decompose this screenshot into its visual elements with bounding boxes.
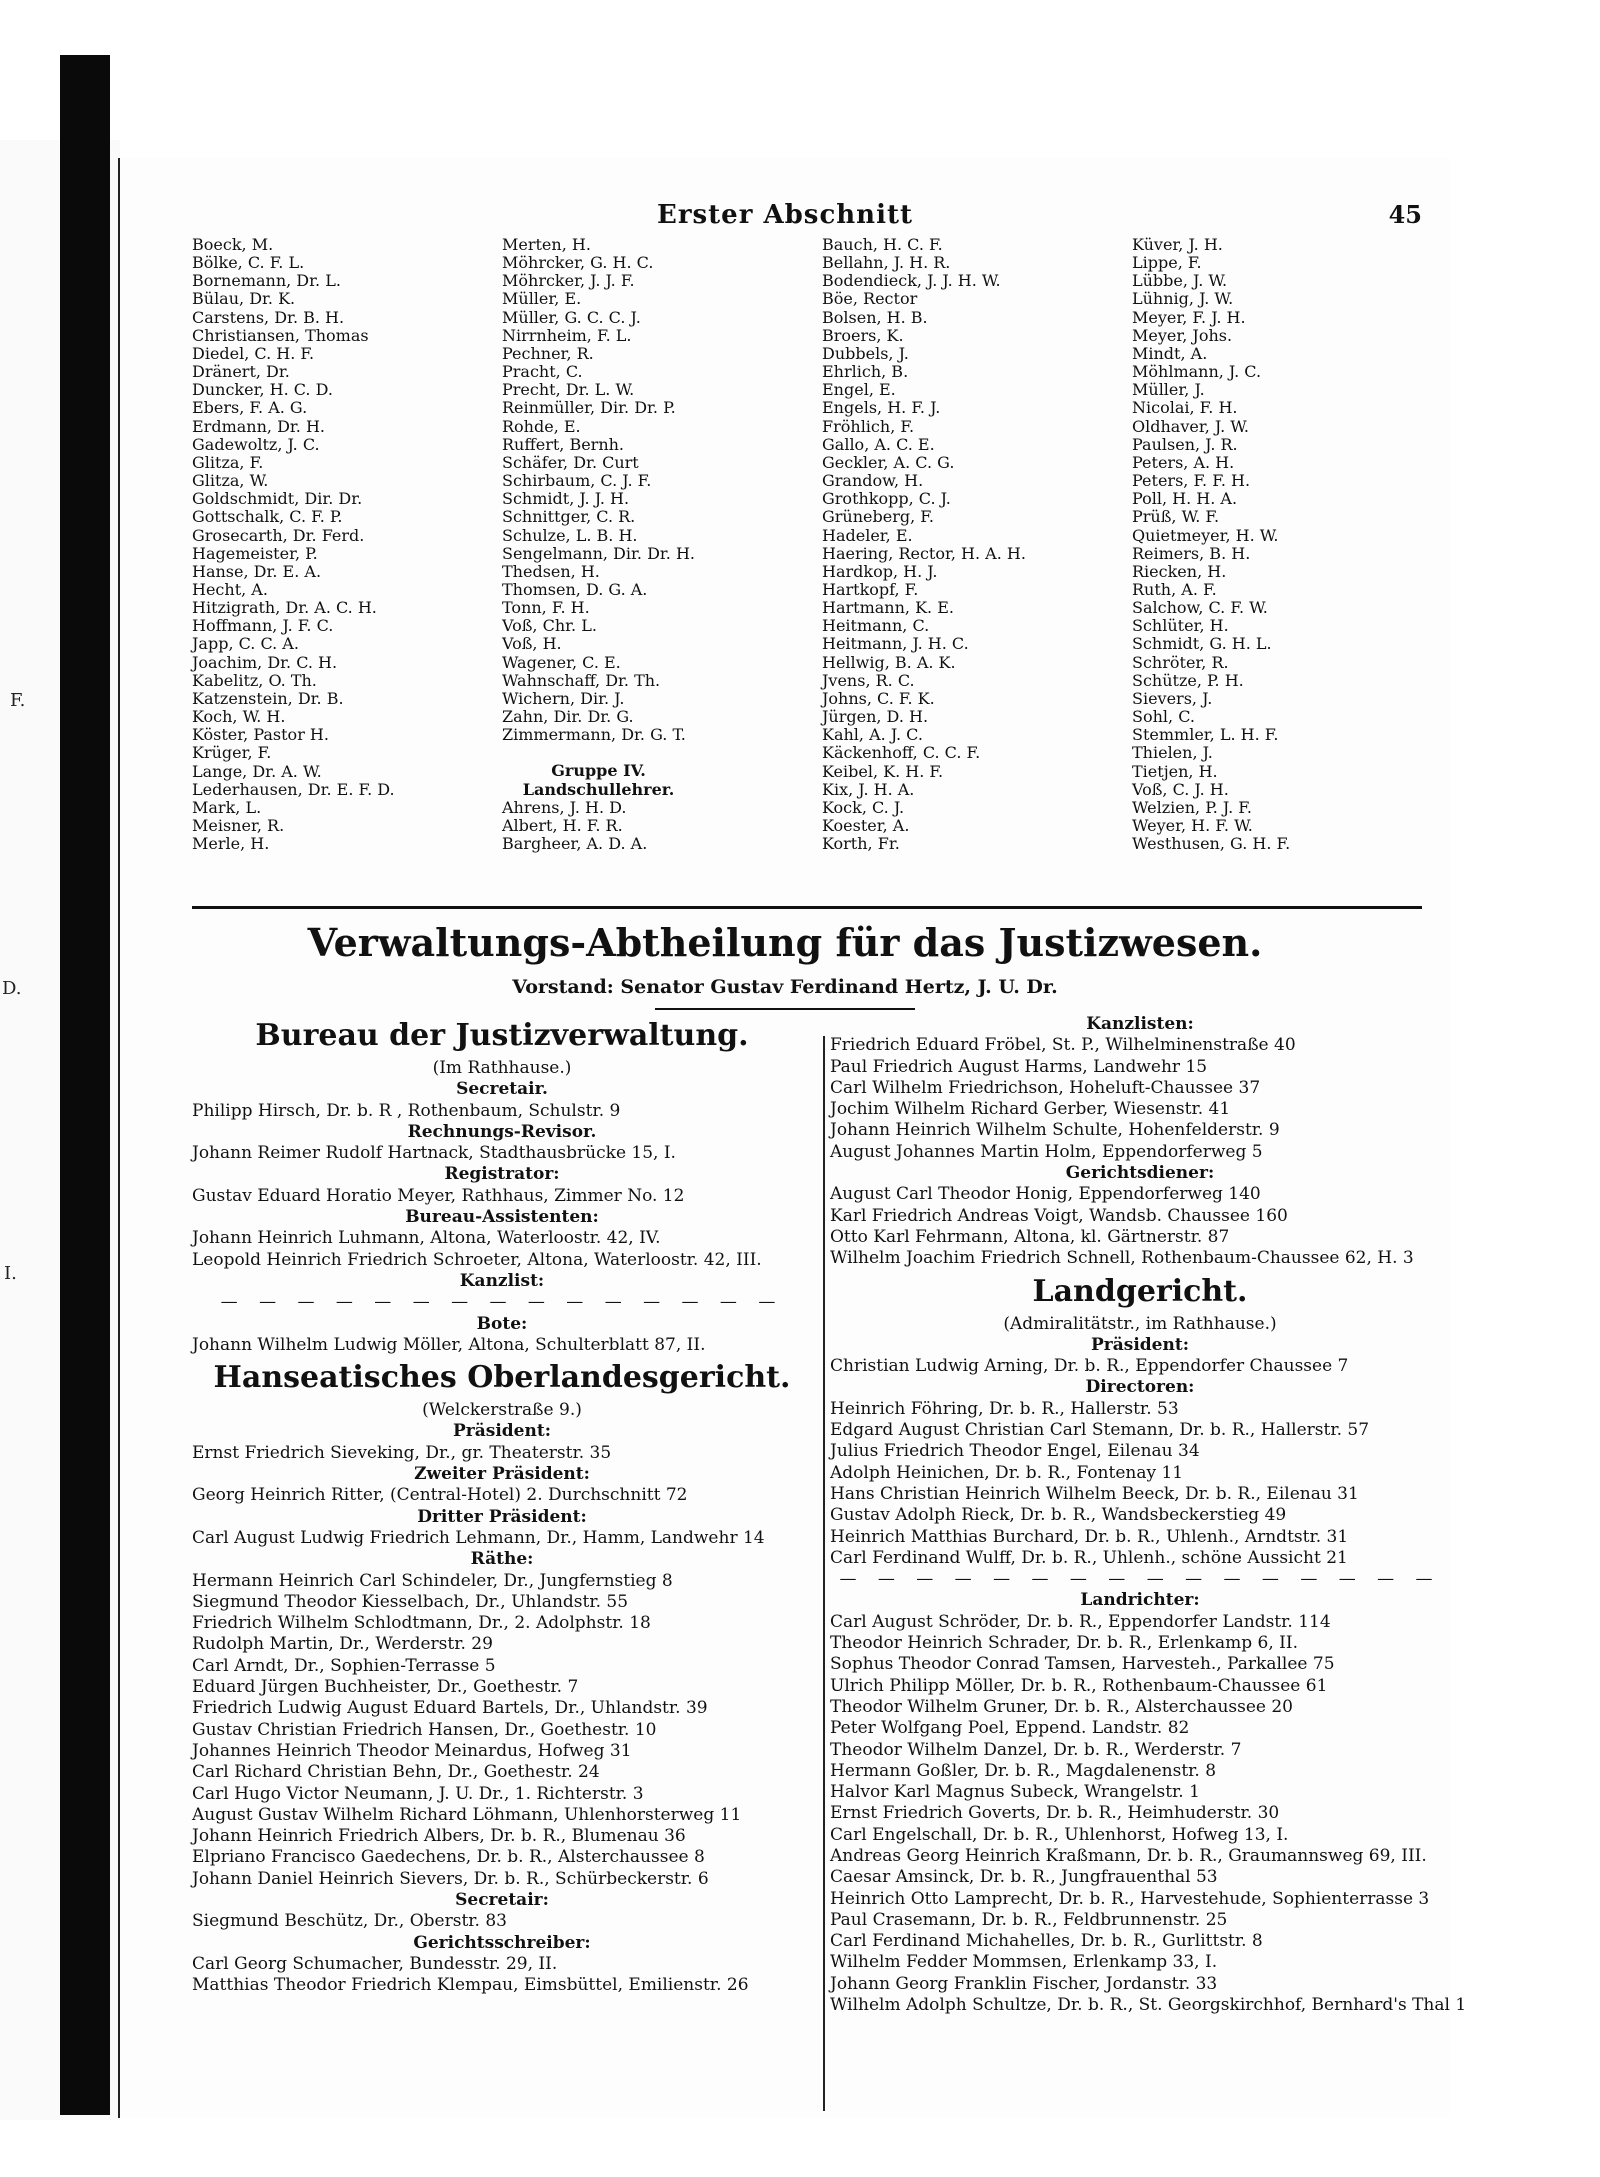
name-entry: Böe, Rector	[822, 289, 918, 309]
person-entry: Hermann Goßler, Dr. b. R., Magdalenenstr. 8	[830, 1760, 1217, 1781]
name-entry: Bölke, C. F. L.	[192, 253, 305, 273]
name-entry: Schnittger, C. R.	[502, 507, 636, 527]
name-entry: Hellwig, B. A. K.	[822, 652, 956, 672]
name-entry: Merle, H.	[192, 834, 270, 854]
name-entry: Kahl, A. J. C.	[822, 725, 923, 745]
name-entry: Bargheer, A. D. A.	[502, 834, 648, 853]
role-heading: Bureau-Assistenten:	[405, 1207, 599, 1228]
name-entry: Japp, C. C. A.	[192, 634, 299, 654]
name-entry: Voß, H.	[502, 634, 562, 654]
name-column-3	[822, 236, 1026, 853]
name-entry: Pechner, R.	[502, 343, 594, 363]
role-heading: Directoren:	[1085, 1377, 1195, 1398]
address-note: (Admiralitätstr., im Rathhause.)	[1003, 1313, 1277, 1334]
column-divider	[823, 1036, 825, 2111]
person-entry: Andreas Georg Heinrich Kraßmann, Dr. b. R., Graumannsweg 69, III.	[830, 1845, 1427, 1866]
court-heading: Hanseatisches Oberlandesgericht.	[213, 1360, 791, 1396]
name-entry: Kabelitz, O. Th.	[192, 670, 317, 690]
person-entry: Carl Arndt, Dr., Sophien-Terrasse 5	[192, 1655, 496, 1676]
name-entry: Ahrens, J. H. D.	[502, 797, 627, 817]
prev-page-mark: I.	[4, 1263, 17, 1284]
name-entry: Glitza, W.	[192, 471, 269, 491]
name-entry: Keibel, K. H. F.	[822, 761, 944, 781]
name-entry: Reimers, B. H.	[1132, 543, 1251, 563]
name-entry: Jürgen, D. H.	[822, 707, 929, 727]
left-column	[192, 1014, 812, 1996]
role-heading: Räthe:	[470, 1549, 534, 1570]
name-entry: Westhusen, G. H. F.	[1132, 834, 1291, 854]
person-entry: Hermann Heinrich Carl Schindeler, Dr., Jungfernstieg 8	[192, 1570, 673, 1591]
person-entry: Heinrich Otto Lamprecht, Dr. b. R., Harvestehude, Sophienterrasse 3	[830, 1888, 1430, 1909]
name-column-1	[192, 236, 395, 853]
name-entry: Meyer, Johs.	[1132, 325, 1233, 345]
person-entry: Jochim Wilhelm Richard Gerber, Wiesenstr. 41	[830, 1099, 1231, 1120]
name-entry: Küver, J. H.	[1132, 235, 1223, 254]
name-entry: Nicolai, F. H.	[1132, 398, 1238, 418]
person-entry: Friedrich Wilhelm Schlodtmann, Dr., 2. Adolphstr. 18	[192, 1613, 651, 1634]
name-entry: Joachim, Dr. C. H.	[192, 652, 338, 672]
name-entry: Möhrcker, J. J. F.	[502, 271, 635, 291]
name-entry: Hardkop, H. J.	[822, 561, 938, 581]
person-entry: Johann Reimer Rudolf Hartnack, Stadthausbrücke 15, I.	[192, 1143, 676, 1164]
name-entry: Salchow, C. F. W.	[1132, 598, 1268, 618]
role-heading: Gerichtsdiener:	[1065, 1163, 1215, 1184]
person-entry: Carl Hugo Victor Neumann, J. U. Dr., 1. Richterstr. 3	[192, 1783, 644, 1804]
person-entry: Johann Georg Franklin Fischer, Jordanstr. 33	[830, 1973, 1218, 1994]
person-entry: Theodor Wilhelm Gruner, Dr. b. R., Alsterchaussee 20	[830, 1696, 1293, 1717]
name-entry: Thomsen, D. G. A.	[502, 579, 648, 599]
name-entry: Dubbels, J.	[822, 343, 909, 363]
person-entry: Ernst Friedrich Goverts, Dr. b. R., Heimhuderstr. 30	[830, 1803, 1280, 1824]
name-entry: Gallo, A. C. E.	[822, 434, 935, 454]
name-entry: Duncker, H. C. D.	[192, 380, 333, 400]
person-entry: Christian Ludwig Arning, Dr. b. R., Eppendorfer Chaussee 7	[830, 1356, 1349, 1377]
role-heading: Secretair:	[455, 1889, 549, 1910]
name-entry: Precht, Dr. L. W.	[502, 380, 635, 400]
person-entry: Heinrich Matthias Burchard, Dr. b. R., Uhlenh., Arndtstr. 31	[830, 1526, 1349, 1547]
person-entry: Caesar Amsinck, Dr. b. R., Jungfrauenthal 53	[830, 1867, 1218, 1888]
person-entry: Johannes Heinrich Theodor Meinardus, Hofweg 31	[192, 1740, 632, 1761]
person-entry: Karl Friedrich Andreas Voigt, Wandsb. Chaussee 160	[830, 1205, 1288, 1226]
vorstand-line: Vorstand: Senator Gustav Ferdinand Hertz, J. U. Dr.	[512, 976, 1058, 998]
name-entry: Haering, Rector, H. A. H.	[822, 543, 1026, 563]
role-heading: Dritter Präsident:	[417, 1506, 587, 1527]
name-entry: Wagener, C. E.	[502, 652, 621, 672]
person-entry: Wilhelm Joachim Friedrich Schnell, Rothenbaum-Chaussee 62, H. 3	[830, 1248, 1414, 1269]
person-entry: Siegmund Theodor Kiesselbach, Dr., Uhlandstr. 55	[192, 1591, 629, 1612]
person-entry: Johann Wilhelm Ludwig Möller, Altona, Schulterblatt 87, II.	[192, 1334, 706, 1355]
name-entry: Heitmann, J. H. C.	[822, 634, 969, 654]
name-entry: Diedel, C. H. F.	[192, 343, 315, 363]
running-title: Erster Abschnitt	[657, 200, 913, 230]
teacher-name-columns	[192, 236, 1432, 914]
person-entry: Wilhelm Fedder Mommsen, Erlenkamp 33, I.	[830, 1952, 1218, 1973]
vacancy-dashes: — — — — — — — — — — — — — — —	[220, 1292, 784, 1313]
person-entry: Carl Wilhelm Friedrichson, Hoheluft-Chaussee 37	[830, 1077, 1261, 1098]
person-entry: Wilhelm Adolph Schultze, Dr. b. R., St. Georgskirchhof, Bernhard's Thal 1	[830, 1995, 1467, 2016]
name-entry: Glitza, F.	[192, 452, 264, 472]
person-entry: Hans Christian Heinrich Wilhelm Beeck, Dr. b. R., Eilenau 31	[830, 1483, 1359, 1504]
name-entry: Hitzigrath, Dr. A. C. H.	[192, 598, 377, 618]
person-entry: Halvor Karl Magnus Subeck, Wrangelstr. 1	[830, 1782, 1200, 1803]
name-entry: Jvens, R. C.	[822, 670, 915, 690]
role-heading: Registrator:	[444, 1164, 560, 1185]
name-entry: Hecht, A.	[192, 579, 268, 599]
section-rule	[192, 906, 1422, 909]
person-entry: Theodor Wilhelm Danzel, Dr. b. R., Werderstr. 7	[830, 1739, 1242, 1760]
person-entry: Julius Friedrich Theodor Engel, Eilenau 34	[830, 1441, 1200, 1462]
name-entry: Welzien, P. J. F.	[1132, 797, 1252, 817]
name-entry: Bauch, H. C. F.	[822, 235, 943, 254]
book-page	[118, 158, 1467, 2118]
person-entry: Johann Heinrich Wilhelm Schulte, Hohenfelderstr. 9	[830, 1120, 1280, 1141]
name-entry: Tietjen, H.	[1132, 761, 1218, 781]
name-entry: Wahnschaff, Dr. Th.	[502, 670, 661, 690]
name-entry: Christiansen, Thomas	[192, 325, 369, 345]
role-heading: Zweiter Präsident:	[414, 1464, 590, 1485]
name-entry: Voß, Chr. L.	[502, 616, 597, 636]
name-entry: Broers, K.	[822, 325, 904, 345]
person-entry: Peter Wolfgang Poel, Eppend. Landstr. 82	[830, 1718, 1190, 1739]
name-entry: Grosecarth, Dr. Ferd.	[192, 525, 365, 545]
role-heading: Secretair.	[456, 1079, 548, 1100]
person-entry: Georg Heinrich Ritter, (Central-Hotel) 2. Durchschnitt 72	[192, 1485, 688, 1506]
name-entry: Albert, H. F. R.	[502, 815, 623, 835]
name-entry: Lederhausen, Dr. E. F. D.	[192, 779, 395, 799]
person-entry: Elpriano Francisco Gaedechens, Dr. b. R., Alsterchaussee 8	[192, 1847, 705, 1868]
name-entry: Kock, C. J.	[822, 797, 905, 817]
right-column	[830, 1014, 1467, 2016]
group-subheading: Landschullehrer.	[522, 779, 675, 799]
person-entry: Friedrich Ludwig August Eduard Bartels, Dr., Uhlandstr. 39	[192, 1698, 708, 1719]
vacancy-dashes: — — — — — — — — — — — — — — — —	[839, 1569, 1441, 1590]
name-entry: Hartkopf, F.	[822, 579, 919, 599]
court-heading: Bureau der Justizverwaltung.	[255, 1018, 749, 1053]
person-entry: Johann Daniel Heinrich Sievers, Dr. b. R., Schürbeckerstr. 6	[192, 1868, 709, 1889]
name-entry: Prüß, W. F.	[1132, 507, 1220, 527]
court-heading: Landgericht.	[1032, 1273, 1248, 1309]
name-entry: Käckenhoff, C. C. F.	[822, 743, 981, 763]
name-entry: Merten, H.	[502, 235, 591, 254]
name-entry: Boeck, M.	[192, 235, 274, 254]
person-entry: Johann Heinrich Friedrich Albers, Dr. b. R., Blumenau 36	[192, 1826, 686, 1847]
name-entry: Peters, A. H.	[1132, 452, 1235, 472]
name-entry: Thielen, J.	[1132, 743, 1213, 763]
person-entry: Eduard Jürgen Buchheister, Dr., Goethestr. 7	[192, 1677, 579, 1698]
prev-page-mark: F.	[10, 690, 26, 711]
name-entry: Koch, W. H.	[192, 707, 286, 727]
address-note: (Im Rathhause.)	[432, 1058, 572, 1078]
person-entry: Ernst Friedrich Sieveking, Dr., gr. Theaterstr. 35	[192, 1442, 612, 1463]
name-entry: Riecken, H.	[1132, 561, 1227, 581]
name-column-4	[1132, 236, 1290, 853]
name-entry: Schirbaum, C. J. F.	[502, 471, 652, 491]
person-entry: Adolph Heinichen, Dr. b. R., Fontenay 11	[830, 1462, 1184, 1483]
name-entry: Rohde, E.	[502, 416, 581, 436]
name-entry: Poll, H. H. A.	[1132, 489, 1238, 509]
name-entry: Lühnig, J. W.	[1132, 289, 1234, 309]
name-entry: Krüger, F.	[192, 743, 272, 763]
person-entry: Carl Richard Christian Behn, Dr., Goethestr. 24	[192, 1762, 600, 1783]
name-entry: Bülau, Dr. K.	[192, 289, 296, 309]
name-entry: Schröter, R.	[1132, 652, 1229, 672]
name-entry: Goldschmidt, Dir. Dr.	[192, 489, 363, 509]
name-entry: Fröhlich, F.	[822, 416, 915, 436]
name-entry: Möhrcker, G. H. C.	[502, 253, 654, 273]
name-entry: Grothkopp, C. J.	[822, 489, 951, 509]
person-entry: Carl August Ludwig Friedrich Lehmann, Dr., Hamm, Landwehr 14	[192, 1527, 765, 1548]
name-entry: Dränert, Dr.	[192, 362, 290, 382]
name-column-2	[502, 236, 695, 853]
person-entry: Rudolph Martin, Dr., Werderstr. 29	[192, 1634, 493, 1655]
name-entry: Pracht, C.	[502, 362, 583, 382]
name-entry: Zahn, Dir. Dr. G.	[502, 707, 634, 727]
name-entry: Heitmann, C.	[822, 616, 930, 636]
person-entry: Paul Friedrich August Harms, Landwehr 15	[830, 1056, 1208, 1077]
role-heading: Kanzlisten:	[1086, 1014, 1194, 1034]
person-entry: Johann Heinrich Luhmann, Altona, Waterloostr. 42, IV.	[192, 1228, 661, 1249]
name-entry: Bellahn, J. H. R.	[822, 253, 951, 273]
name-entry: Carstens, Dr. B. H.	[192, 307, 345, 327]
name-entry: Hoffmann, J. F. C.	[192, 616, 334, 636]
address-note: (Welckerstraße 9.)	[422, 1400, 582, 1421]
name-entry: Schäfer, Dr. Curt	[502, 452, 639, 472]
person-entry: Otto Karl Fehrmann, Altona, kl. Gärtnerstr. 87	[830, 1226, 1230, 1247]
name-entry: Köster, Pastor H.	[192, 725, 329, 745]
person-entry: Carl August Schröder, Dr. b. R., Eppendorfer Landstr. 114	[830, 1611, 1331, 1632]
name-entry: Bornemann, Dr. L.	[192, 271, 341, 291]
person-entry: Heinrich Föhring, Dr. b. R., Hallerstr. 53	[830, 1398, 1179, 1419]
name-entry: Grüneberg, F.	[822, 507, 934, 527]
person-entry: Leopold Heinrich Friedrich Schroeter, Altona, Waterloostr. 42, III.	[192, 1249, 762, 1270]
name-entry: Korth, Fr.	[822, 834, 900, 854]
person-entry: Gustav Adolph Rieck, Dr. b. R., Wandsbeckerstieg 49	[830, 1505, 1287, 1526]
person-entry: Carl Engelschall, Dr. b. R., Uhlenhorst, Hofweg 13, I.	[830, 1824, 1289, 1845]
page-header	[120, 200, 1450, 230]
name-entry: Erdmann, Dr. H.	[192, 416, 325, 436]
name-entry: Müller, G. C. C. J.	[502, 307, 641, 327]
name-entry: Geckler, A. C. G.	[822, 452, 955, 472]
name-entry: Zimmermann, Dr. G. T.	[502, 725, 686, 745]
name-entry: Ruffert, Bernh.	[502, 434, 625, 454]
role-heading: Kanzlist:	[459, 1270, 545, 1291]
person-entry: Carl Georg Schumacher, Bundesstr. 29, II.	[192, 1953, 558, 1974]
name-entry: Thedsen, H.	[502, 561, 600, 581]
name-entry: Schulze, L. B. H.	[502, 525, 638, 545]
name-entry: Meisner, R.	[192, 816, 285, 835]
person-entry: August Carl Theodor Honig, Eppendorferweg 140	[830, 1184, 1261, 1205]
name-entry: Sohl, C.	[1132, 707, 1195, 727]
name-entry: Mindt, A.	[1132, 343, 1208, 363]
name-entry: Möhlmann, J. C.	[1132, 362, 1262, 382]
name-entry: Reinmüller, Dir. Dr. P.	[502, 398, 676, 418]
name-entry: Hanse, Dr. E. A.	[192, 561, 322, 581]
person-entry: Friedrich Eduard Fröbel, St. P., Wilhelminenstraße 40	[830, 1035, 1296, 1056]
name-entry: Paulsen, J. R.	[1132, 434, 1238, 454]
name-entry: Engels, H. F. J.	[822, 398, 941, 418]
name-entry: Engel, E.	[822, 380, 896, 400]
name-entry: Schütze, P. H.	[1132, 670, 1244, 690]
name-entry: Lange, Dr. A. W.	[192, 761, 322, 781]
person-entry: Sophus Theodor Conrad Tamsen, Harvesteh., Parkallee 75	[830, 1654, 1335, 1675]
name-entry: Hadeler, E.	[822, 525, 913, 545]
name-entry: Lübbe, J. W.	[1132, 271, 1228, 291]
person-entry: Gustav Eduard Horatio Meyer, Rathhaus, Zimmer No. 12	[192, 1185, 685, 1206]
name-entry: Ehrlich, B.	[822, 362, 909, 382]
name-entry: Sievers, J.	[1132, 688, 1213, 708]
group-heading: Gruppe IV.	[551, 761, 646, 781]
page-number: 45	[1388, 200, 1422, 229]
person-entry: Siegmund Beschütz, Dr., Oberstr. 83	[192, 1911, 507, 1932]
name-entry: Ebers, F. A. G.	[192, 398, 308, 418]
name-entry: Meyer, F. J. H.	[1132, 307, 1246, 327]
person-entry: Theodor Heinrich Schrader, Dr. b. R., Erlenkamp 6, II.	[830, 1633, 1299, 1654]
person-entry: Philipp Hirsch, Dr. b. R , Rothenbaum, Schulstr. 9	[192, 1100, 621, 1121]
name-entry: Mark, L.	[192, 797, 262, 817]
name-entry: Bolsen, H. B.	[822, 307, 928, 327]
name-entry: Schmidt, J. J. H.	[502, 489, 630, 509]
person-entry: Paul Crasemann, Dr. b. R., Feldbrunnenstr. 25	[830, 1909, 1228, 1930]
name-entry: Koester, A.	[822, 816, 910, 835]
name-entry: Müller, J.	[1132, 380, 1205, 400]
person-entry: Ulrich Philipp Möller, Dr. b. R., Rothenbaum-Chaussee 61	[830, 1675, 1328, 1696]
role-heading: Gerichtsschreiber:	[413, 1932, 591, 1953]
person-entry: Matthias Theodor Friedrich Klempau, Eimsbüttel, Emilienstr. 26	[192, 1975, 749, 1996]
name-entry: Schlüter, H.	[1132, 616, 1229, 636]
name-entry: Stemmler, L. H. F.	[1132, 725, 1279, 745]
name-entry: Katzenstein, Dr. B.	[192, 688, 344, 708]
name-entry: Quietmeyer, H. W.	[1132, 525, 1279, 545]
name-entry: Hartmann, K. E.	[822, 598, 954, 618]
section-title: Verwaltungs-Abtheilung für das Justizwesen.	[307, 920, 1263, 965]
name-entry: Müller, E.	[502, 289, 582, 309]
name-entry: Kix, J. H. A.	[822, 779, 915, 799]
name-entry: Wichern, Dir. J.	[502, 688, 625, 708]
role-heading: Landrichter:	[1080, 1590, 1200, 1611]
name-entry: Weyer, H. F. W.	[1132, 816, 1253, 835]
role-heading: Präsident:	[453, 1421, 551, 1442]
name-entry: Voß, C. J. H.	[1132, 779, 1229, 799]
name-entry: Ruth, A. F.	[1132, 579, 1217, 599]
name-entry: Schmidt, G. H. L.	[1132, 634, 1272, 654]
person-entry: Carl Ferdinand Wulff, Dr. b. R., Uhlenh., schöne Aussicht 21	[830, 1547, 1348, 1568]
name-entry: Bodendieck, J. J. H. W.	[822, 271, 1001, 291]
name-entry: Oldhaver, J. W.	[1132, 416, 1249, 436]
name-entry: Tonn, F. H.	[502, 598, 590, 618]
name-entry: Grandow, H.	[822, 471, 924, 491]
role-heading: Bote:	[476, 1313, 528, 1334]
role-heading: Rechnungs-Revisor.	[407, 1121, 597, 1142]
person-entry: Gustav Christian Friedrich Hansen, Dr., Goethestr. 10	[192, 1719, 657, 1740]
person-entry: August Gustav Wilhelm Richard Löhmann, Uhlenhorsterweg 11	[192, 1804, 742, 1825]
name-entry: Hagemeister, P.	[192, 543, 318, 563]
name-entry: Johns, C. F. K.	[822, 688, 935, 708]
person-entry: Carl Ferdinand Michahelles, Dr. b. R., Gurlittstr. 8	[830, 1931, 1263, 1952]
name-entry: Gadewoltz, J. C.	[192, 434, 320, 454]
name-entry: Peters, F. F. H.	[1132, 471, 1251, 491]
name-entry: Sengelmann, Dir. Dr. H.	[502, 543, 695, 563]
binding-shadow	[60, 55, 110, 2115]
short-rule	[655, 1008, 915, 1010]
role-heading: Präsident:	[1091, 1334, 1189, 1355]
person-entry: Edgard August Christian Carl Stemann, Dr. b. R., Hallerstr. 57	[830, 1420, 1370, 1441]
person-entry: August Johannes Martin Holm, Eppendorferweg 5	[830, 1141, 1263, 1162]
prev-page-mark: D.	[2, 978, 22, 999]
name-entry: Gottschalk, C. F. P.	[192, 507, 343, 527]
name-entry: Nirrnheim, F. L.	[502, 325, 632, 345]
name-entry: Lippe, F.	[1132, 253, 1202, 273]
